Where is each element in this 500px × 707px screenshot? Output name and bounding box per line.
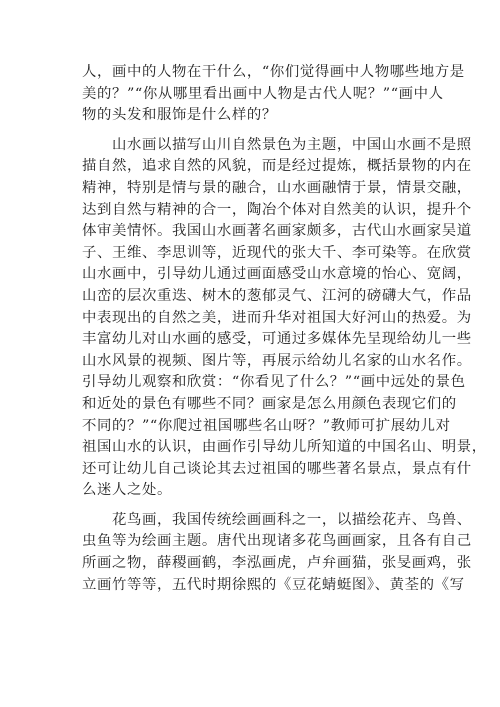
text-line: 还可让幼儿自己谈论其去过祖国的哪些著名景点，景点有什 [82,460,472,477]
text-line: 不同的？”“你爬过祖国哪些名山呀？”教师可扩展幼儿对 [82,417,451,434]
text-line: 达到自然与精神的合一，陶冶个体对自然美的认识，提升个 [82,201,472,218]
text-line: 山水画中，引导幼儿通过画面感受山水意境的怡心、宽阔， [82,266,472,283]
text-line: 和近处的景色有哪些不同？画家是怎么用颜色表现它们的 [82,395,457,412]
paragraph-1 [82,62,465,127]
paragraph-2 [82,135,487,502]
text-line: 中表现出的自然之美，进而升华对祖国大好河山的热爱。为 [82,309,472,326]
text-line: 美的？”“你从哪里看出画中人物是古代人呢？”“画中人 [82,85,444,102]
text-line: 么迷人之处。 [82,482,172,499]
text-line: 山峦的层次重迭、树木的葱郁灵气、江河的磅礴大气，作品 [82,287,472,304]
text-line: 描自然，追求自然的风貌，而是经过提炼，概括景物的内在 [82,158,472,175]
text-line: 虫鱼等为绘画主题。唐代出现诸多花鸟画画家，且各有自己 [82,533,472,550]
text-line: 体审美情怀。我国山水画著名画家颇多，古代山水画家吴道 [82,223,472,240]
text-line: 山水风景的视频、图片等，再展示给幼儿名家的山水名作。 [82,352,472,369]
text-line: 人，画中的人物在干什么，“你们觉得画中人物哪些地方是 [82,64,465,80]
document-page [82,62,487,596]
text-line: 精神，特别是情与景的融合，山水画融情于景，情景交融， [82,179,472,196]
text-line: 物的头发和服饰是什么样的？ [82,107,277,124]
text-line: 山水画以描写山川自然景色为主题，中国山水画不是照 [82,136,472,153]
text-line: 花鸟画，我国传统绘画画科之一，以描绘花卉、鸟兽、 [82,511,472,528]
text-line: 引导幼儿观察和欣赏：“你看见了什么？”“画中远处的景色 [82,374,466,391]
text-line: 所画之物，薛稷画鹤，李泓画虎，卢弁画猫，张旻画鸡，张 [82,555,472,572]
text-line: 祖国山水的认识，由画作引导幼儿所知道的中国名山、明景， [82,439,487,456]
text-line: 立画竹等等，五代时期徐熙的《豆花蜻蜓图》、黄荃的《写 [82,576,465,593]
text-line: 丰富幼儿对山水画的感受，可通过多媒体先呈现给幼儿一些 [82,331,472,348]
paragraph-3 [82,510,472,596]
text-line: 子、王维、李思训等，近现代的张大千、李可染等。在欣赏 [82,244,472,261]
